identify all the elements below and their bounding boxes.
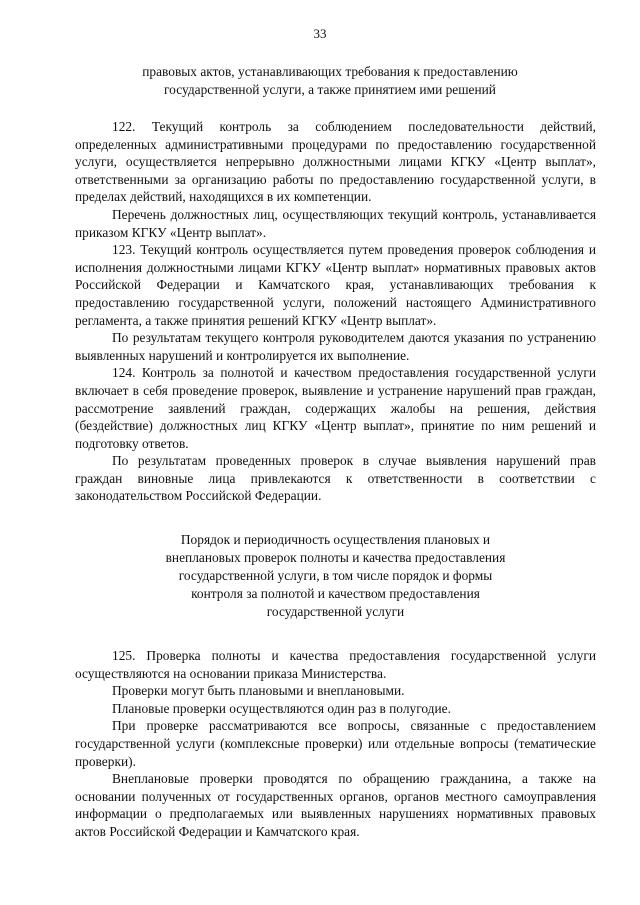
section-heading-line: внеплановых проверок полноты и качества предоставления xyxy=(165,550,506,566)
paragraph-124: 124. Контроль за полнотой и качеством предоставления государственной услуги включает в себя проведение проверок, выявление и устранение нарушений прав граждан, рассмотрение заявлений граждан, содержащих жалобы на решения, действия (бездействие) должностных лиц КГКУ «Центр выплат», принятие по ним решений и подготовку ответов. xyxy=(75,365,596,451)
section-heading-line: государственной услуги xyxy=(266,604,405,620)
page-number: 33 xyxy=(313,26,327,41)
intro-text xyxy=(120,63,540,99)
paragraph: Проверки могут быть плановыми и внеплановыми. xyxy=(112,683,405,699)
section-heading-line: Порядок и периодичность осуществления плановых и xyxy=(180,532,491,548)
intro-line: государственной услуги, а также принятием ими решений xyxy=(164,82,496,97)
section-heading-line: государственной услуги, в том числе порядок и формы xyxy=(178,568,493,584)
document-body xyxy=(75,118,596,841)
section-heading-line: контроля за полнотой и качеством предоставления xyxy=(191,586,480,602)
paragraph: При проверке рассматриваются все вопросы, связанные с предоставлением государственной услуги (комплексные проверки) или отдельные вопросы (тематические проверки). xyxy=(75,718,596,769)
paragraph-122: 122. Текущий контроль за соблюдением последовательности действий, определенных административными процедурами по предоставлению государственной услуги, осуществляется непрерывно должностными лицами КГКУ «Центр выплат», ответственными за организацию работы по предоставлению государственной услуги, в пределах действий, находящихся в их компетенции. xyxy=(75,119,596,205)
paragraph-125: 125. Проверка полноты и качества предоставления государственной услуги осуществляются на основании приказа Министерства. xyxy=(75,648,596,681)
section-heading xyxy=(136,531,536,621)
paragraph: Внеплановые проверки проводятся по обращению гражданина, а также на основании полученных от государственных органов, органов местного самоуправления информации о предполагаемых или выявленных нарушениях нормативных правовых актов Российской Федерации и Камчатского края. xyxy=(75,771,596,839)
paragraph: Перечень должностных лиц, осуществляющих текущий контроль, устанавливается приказом КГКУ «Центр выплат». xyxy=(75,206,596,240)
paragraph: Плановые проверки осуществляются один раз в полугодие. xyxy=(112,700,451,716)
paragraph-123: 123. Текущий контроль осуществляется путем проведения проверок соблюдения и исполнения должностными лицами КГКУ «Центр выплат» нормативных правовых актов Российской Федерации и Камчатского края, устанавливающих требования к предоставлению государственной услуги, положений настоящего Административного регламента, а также принятия решений КГКУ «Центр выплат». xyxy=(75,242,596,328)
intro-line: правовых актов, устанавливающих требования к предоставлению xyxy=(142,64,518,79)
paragraph: По результатам текущего контроля руководителем даются указания по устранению выявленных нарушений и контролируется их выполнение. xyxy=(75,330,596,363)
paragraph: По результатам проведенных проверок в случае выявления нарушений прав граждан виновные лица привлекаются к ответственности в соответствии с законодательством Российской Федерации. xyxy=(75,453,596,504)
